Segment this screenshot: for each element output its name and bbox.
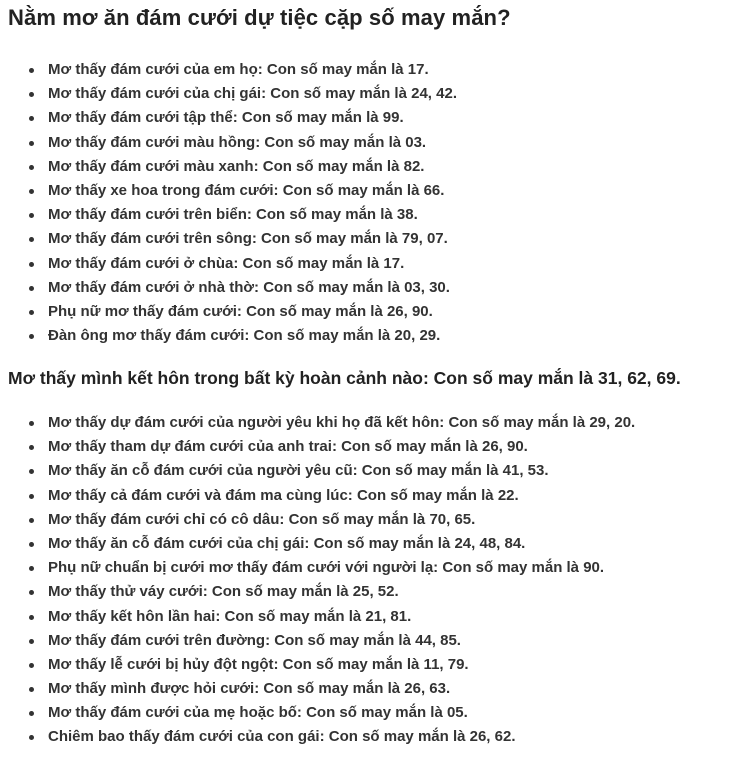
list-item: Mơ thấy đám cưới tập thể: Con số may mắn là 99. [0, 106, 457, 130]
section-1-list [0, 58, 457, 348]
list-item: Mơ thấy đám cưới chỉ có cô dâu: Con số may mắn là 70, 65. [0, 508, 635, 532]
list-item: Mơ thấy cả đám cưới và đám ma cùng lúc: Con số may mắn là 22. [0, 484, 635, 508]
list-item: Mơ thấy đám cưới trên sông: Con số may mắn là 79, 07. [0, 227, 457, 251]
list-item: Mơ thấy xe hoa trong đám cưới: Con số may mắn là 66. [0, 179, 457, 203]
list-item: Mơ thấy đám cưới trên đường: Con số may mắn là 44, 85. [0, 629, 635, 653]
list-item: Mơ thấy đám cưới ở chùa: Con số may mắn là 17. [0, 252, 457, 276]
list-item: Mơ thấy đám cưới của mẹ hoặc bố: Con số may mắn là 05. [0, 701, 635, 725]
list-item: Mơ thấy ăn cỗ đám cưới của người yêu cũ: Con số may mắn là 41, 53. [0, 459, 635, 483]
list-item: Mơ thấy đám cưới của em họ: Con số may mắn là 17. [0, 58, 457, 82]
list-item: Mơ thấy đám cưới ở nhà thờ: Con số may mắn là 03, 30. [0, 276, 457, 300]
list-item: Mơ thấy thử váy cưới: Con số may mắn là 25, 52. [0, 580, 635, 604]
list-item: Mơ thấy dự đám cưới của người yêu khi họ đã kết hôn: Con số may mắn là 29, 20. [0, 411, 635, 435]
list-item: Mơ thấy đám cưới màu xanh: Con số may mắn là 82. [0, 155, 457, 179]
list-item: Phụ nữ mơ thấy đám cưới: Con số may mắn là 26, 90. [0, 300, 457, 324]
list-item: Đàn ông mơ thấy đám cưới: Con số may mắn là 20, 29. [0, 324, 457, 348]
list-item: Mơ thấy lễ cưới bị hủy đột ngột: Con số may mắn là 11, 79. [0, 653, 635, 677]
list-item: Phụ nữ chuẩn bị cưới mơ thấy đám cưới với người lạ: Con số may mắn là 90. [0, 556, 635, 580]
list-item: Chiêm bao thấy đám cưới của con gái: Con số may mắn là 26, 62. [0, 725, 635, 749]
list-item: Mơ thấy đám cưới trên biển: Con số may mắn là 38. [0, 203, 457, 227]
list-item: Mơ thấy đám cưới màu hồng: Con số may mắn là 03. [0, 131, 457, 155]
section-1-heading: Nằm mơ ăn đám cưới dự tiệc cặp số may mắn? [8, 5, 511, 30]
list-item: Mơ thấy ăn cỗ đám cưới của chị gái: Con số may mắn là 24, 48, 84. [0, 532, 635, 556]
section-2-list [0, 411, 635, 750]
list-item: Mơ thấy mình được hỏi cưới: Con số may mắn là 26, 63. [0, 677, 635, 701]
list-item: Mơ thấy đám cưới của chị gái: Con số may mắn là 24, 42. [0, 82, 457, 106]
section-2-heading: Mơ thấy mình kết hôn trong bất kỳ hoàn cảnh nào: Con số may mắn là 31, 62, 69. [8, 368, 681, 388]
list-item: Mơ thấy kết hôn lần hai: Con số may mắn là 21, 81. [0, 605, 635, 629]
list-item: Mơ thấy tham dự đám cưới của anh trai: Con số may mắn là 26, 90. [0, 435, 635, 459]
